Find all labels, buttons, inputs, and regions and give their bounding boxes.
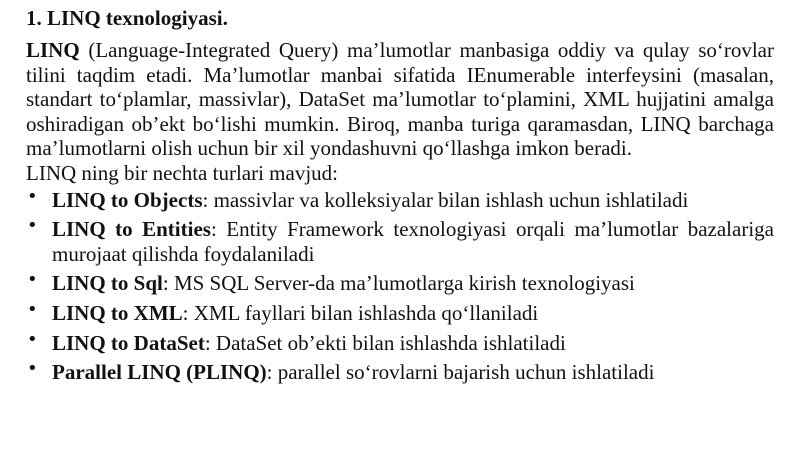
list-item-text: : parallel so‘rovlarni bajarish uchun ishlatiladi	[266, 360, 655, 385]
section-heading: 1. LINQ texnologiyasi.	[26, 6, 228, 30]
list-item	[26, 217, 774, 266]
list-item-text: : XML fayllari bilan ishlashda qo‘llaniladi	[182, 300, 539, 325]
list-item	[26, 185, 774, 213]
bullet-icon: •	[27, 358, 38, 380]
list-item-term: LINQ to Sql	[52, 271, 163, 296]
list-item-text: : MS SQL Server-da ma’lumotlarga kirish texnologiyasi	[162, 271, 635, 296]
list-item-text: : DataSet ob’ekti bilan ishlashda ishlatiladi	[204, 330, 566, 355]
list-item-term: LINQ to DataSet	[52, 330, 205, 355]
intro-paragraph	[26, 38, 774, 161]
list-intro: LINQ ning bir nechta turlari mavjud:	[26, 160, 338, 185]
bullet-icon: •	[27, 185, 38, 207]
list-item	[26, 298, 774, 326]
bullet-icon: •	[27, 269, 38, 291]
list-item-term: LINQ to XML	[52, 300, 183, 325]
linq-types-list	[26, 185, 774, 385]
list-item-term: LINQ to Entities	[52, 217, 211, 242]
list-item	[26, 271, 774, 296]
bullet-icon: •	[27, 215, 38, 237]
list-item-text: : massivlar va kolleksiyalar bilan ishlash uchun ishlatiladi	[202, 187, 689, 212]
list-item-text: : Entity Framework texnologiyasi orqali ma’lumotlar bazalariga murojaat qilishda foydalaniladi	[52, 217, 774, 266]
list-item	[26, 328, 774, 356]
intro-text: (Language-Integrated Query) ma’lumotlar manbasiga oddiy va qulay so‘rovlar tilini taqdim etadi. Ma’lumotlar manbai sifatida IEnumerable interfeysini (masalan, standart to‘plamlar, massivlar), DataSet ma’lumotlar to‘plamini, XML hujjatini amalga oshiradigan ob’ekt bo‘lishi mumkin. Biroq, manba turiga qaramasdan, LINQ barchaga ma’lumotlarni olish uchun bir xil yondashuvni qo‘llashga imkon beradi.	[26, 38, 774, 161]
intro-term: LINQ	[26, 38, 80, 62]
list-item-term: LINQ to Objects	[52, 187, 203, 212]
bullet-icon: •	[27, 328, 38, 350]
bullet-icon: •	[27, 298, 38, 320]
list-item-term: Parallel LINQ (PLINQ)	[52, 360, 267, 385]
list-item	[26, 360, 774, 385]
